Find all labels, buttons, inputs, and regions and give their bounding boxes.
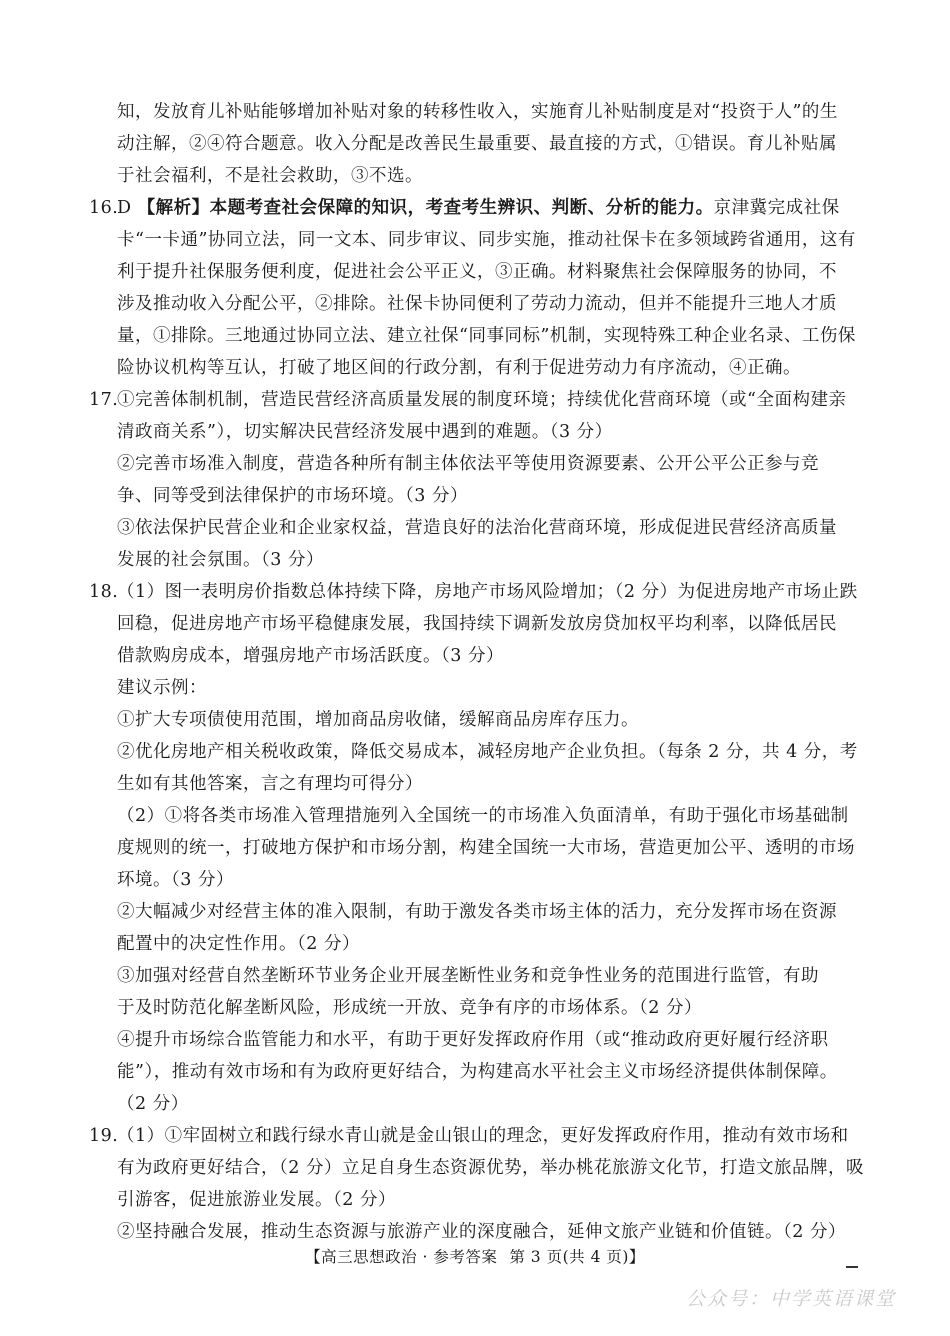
text-line: 有为政府更好结合，（2 分）立足自身生态资源优势，举办桃花旅游文化节，打造文旅品牌，吸 bbox=[117, 1158, 864, 1178]
text-line: 发展的社会氛围。（3 分） bbox=[117, 550, 324, 570]
text-line: 回稳，促进房地产市场平稳健康发展，我国持续下调新发放房贷加权平均利率，以降低居民 bbox=[117, 614, 837, 634]
question-number: 16. bbox=[89, 198, 119, 218]
text-line: 配置中的决定性作用。（2 分） bbox=[117, 934, 360, 954]
text-line: 涉及推动收入分配公平，②排除。社保卡协同便利了劳动力流动，但并不能提升三地人才质 bbox=[117, 294, 837, 314]
question-number: 17. bbox=[89, 390, 119, 410]
text-line: 引游客，促进旅游业发展。（2 分） bbox=[117, 1190, 396, 1210]
analysis-summary: 本题考查社会保障的知识，考查考生辨识、判断、分析的能力。 bbox=[209, 198, 714, 218]
text-line: ②坚持融合发展，推动生态资源与旅游产业的深度融合，延伸文旅产业链和价值链。（2 分） bbox=[117, 1222, 846, 1242]
footer-dash-mark bbox=[846, 1266, 858, 1268]
text-line: 能”），推动有效市场和有为政府更好结合，为构建高水平社会主义市场经济提供体制保障。 bbox=[117, 1062, 838, 1082]
text-span: （1）图一表明房价指数总体持续下降，房地产市场风险增加；（2 分）为促进房地产市场止跌 bbox=[117, 582, 858, 602]
question-19 bbox=[0, 1120, 950, 1152]
text-line: 争、同等受到法律保护的市场环境。（3 分） bbox=[117, 486, 468, 506]
text-line: ③依法保护民营企业和企业家权益，营造良好的法治化营商环境，形成促进民营经济高质量 bbox=[117, 518, 837, 538]
text-line: 于及时防范化解垄断风险，形成统一开放、竞争有序的市场体系。（2 分） bbox=[117, 998, 702, 1018]
page-footer bbox=[0, 1243, 950, 1271]
text-line: 借款购房成本，增强房地产市场活跃度。（3 分） bbox=[117, 646, 504, 666]
text-line: 建议示例： bbox=[117, 678, 207, 698]
text-line: ②大幅减少对经营主体的准入限制，有助于激发各类市场主体的活力，充分发挥市场在资源 bbox=[117, 902, 837, 922]
question-18 bbox=[0, 576, 950, 608]
text-line: 知，发放育儿补贴能够增加补贴对象的转移性收入，实施育儿补贴制度是对“投资于人”的生 bbox=[117, 102, 838, 122]
text-line: 于社会福利，不是社会救助，③不选。 bbox=[117, 166, 423, 186]
analysis-tag: 【解析】 bbox=[137, 198, 210, 218]
text-line: 度规则的统一，打破地方保护和市场分割，构建全国统一大市场，营造更加公平、透明的市场 bbox=[117, 838, 855, 858]
watermark: 公众号：中学英语课堂 bbox=[685, 1288, 896, 1310]
question-number: 18. bbox=[89, 582, 119, 602]
text-line: 动注解，②④符合题意。收入分配是改善民生最重要、最直接的方式，①错误。育儿补贴属 bbox=[117, 134, 837, 154]
q16-first-line bbox=[117, 192, 840, 224]
text-span: 京津冀完成社保 bbox=[713, 198, 840, 218]
text-line: ③加强对经营自然垄断环节业务企业开展垄断性业务和竞争性业务的范围进行监管，有助 bbox=[117, 966, 819, 986]
question-number: 19. bbox=[89, 1126, 119, 1146]
text-line: 环境。（3 分） bbox=[117, 870, 234, 890]
answer-letter: D bbox=[117, 198, 132, 218]
answer-content bbox=[0, 96, 950, 1248]
text-line: （2 分） bbox=[117, 1094, 189, 1114]
footer-title: 【高三思想政治 · 参考答案 bbox=[305, 1248, 498, 1266]
text-span: （1）①牢固树立和践行绿水青山就是金山银山的理念，更好发挥政府作用，推动有效市场和 bbox=[117, 1126, 849, 1146]
text-line: 生如有其他答案，言之有理均可得分） bbox=[117, 774, 423, 794]
footer-page-number: 第 3 页(共 4 页)】 bbox=[509, 1248, 645, 1266]
text-span: ①完善体制机制，营造民营经济高质量发展的制度环境；持续优化营商环境（或“全面构建亲 bbox=[117, 390, 847, 410]
text-line: 利于提升社保服务便利度，促进社会公平正义，③正确。材料聚焦社会保障服务的协同，不 bbox=[117, 262, 837, 282]
text-line: 险协议机构等互认，打破了地区间的行政分割，有利于促进劳动力有序流动，④正确。 bbox=[117, 358, 801, 378]
text-line: （2）①将各类市场准入管理措施列入全国统一的市场准入负面清单，有助于强化市场基础制 bbox=[117, 806, 849, 826]
text-line: 卡“一卡通”协同立法，同一文本、同步审议、同步实施，推动社保卡在多领域跨省通用，这有 bbox=[117, 230, 856, 250]
question-17 bbox=[0, 384, 950, 416]
text-line: ②优化房地产相关税收政策，降低交易成本，减轻房地产企业负担。（每条 2 分，共 4 分，考 bbox=[117, 742, 858, 762]
question-16 bbox=[0, 192, 950, 224]
text-line: 量，①排除。三地通过协同立法、建立社保“同事同标”机制，实现特殊工种企业名录、工伤保 bbox=[117, 326, 856, 346]
text-line: ④提升市场综合监管能力和水平，有助于更好发挥政府作用（或“推动政府更好履行经济职 bbox=[117, 1030, 829, 1050]
text-line: ①扩大专项债使用范围，增加商品房收储，缓解商品房库存压力。 bbox=[117, 710, 639, 730]
text-line: 清政商关系”），切实解决民营经济发展中遇到的难题。（3 分） bbox=[117, 422, 613, 442]
text-line: ②完善市场准入制度，营造各种所有制主体依法平等使用资源要素、公开公平公正参与竞 bbox=[117, 454, 819, 474]
